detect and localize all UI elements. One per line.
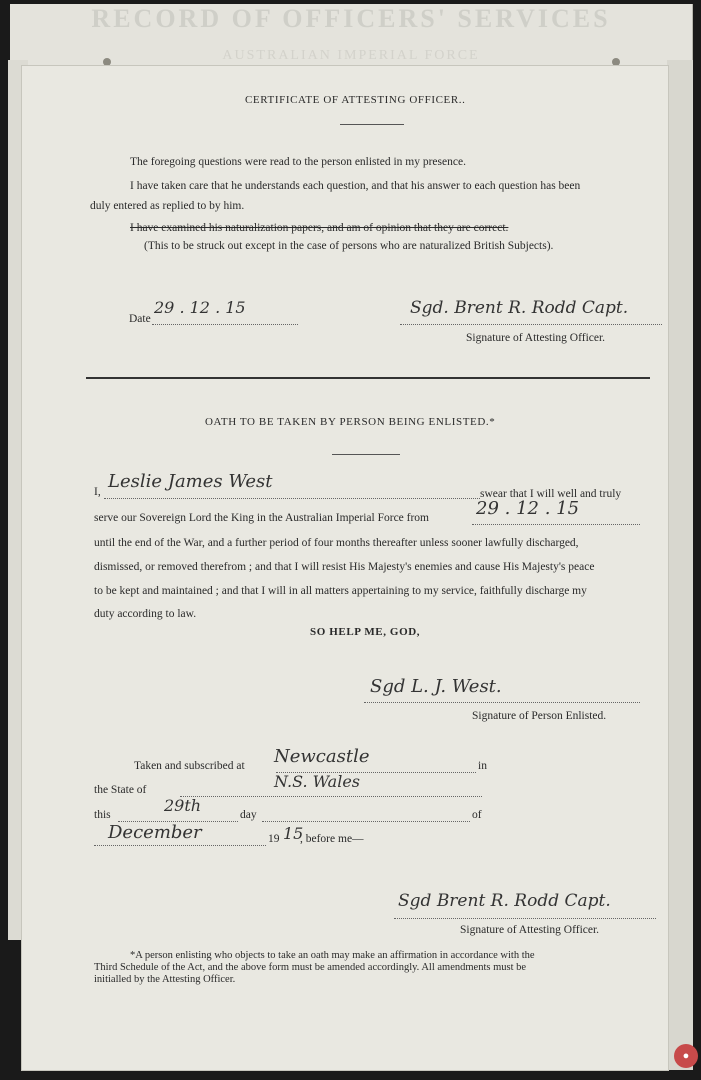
before-me-label: , before me—: [300, 833, 364, 845]
attestation-page: [22, 66, 668, 1070]
section-divider: [86, 377, 650, 379]
enlistee-signature-line: [364, 702, 640, 703]
this-label: this: [94, 809, 111, 821]
archive-stamp-icon: ●: [674, 1044, 698, 1068]
enlistee-name-handwritten: Leslie James West: [108, 471, 273, 492]
certificate-signature-line: [400, 324, 662, 325]
oath-line-2: serve our Sovereign Lord the King in the Australian Imperial Force from: [94, 512, 430, 524]
oath-line-4: dismissed, or removed therefrom ; and that I will resist His Majesty's enemies and cause His Majesty's peace: [94, 561, 595, 573]
footnote-line-2: Third Schedule of the Act, and the above form must be amended accordingly. All amendments must be: [94, 962, 527, 973]
state-label: the State of: [94, 784, 147, 796]
oath-heading-divider: [332, 454, 400, 455]
state-dotted-line: [180, 796, 482, 797]
sheet-right-edge: [667, 60, 693, 1070]
footnote-line-3: initialled by the Attesting Officer.: [94, 974, 236, 985]
taken-subscribed-label: Taken and subscribed at: [134, 760, 245, 772]
oath-line-6: duty according to law.: [94, 608, 197, 620]
name-dotted-line: [104, 498, 480, 499]
oath-line-1-end: swear that I will well and truly: [480, 488, 622, 500]
enlistee-signature: Sgd L. J. West.: [370, 676, 502, 697]
in-label: in: [478, 760, 487, 772]
date-dotted-line: [152, 324, 298, 325]
enlistee-signature-label: Signature of Person Enlisted.: [472, 710, 607, 722]
background-record-sheet: [10, 4, 693, 74]
certificate-signature: Sgd. Brent R. Rodd Capt.: [410, 298, 629, 318]
officer-signature: Sgd Brent R. Rodd Capt.: [398, 891, 611, 911]
day-label: day: [240, 809, 257, 821]
certificate-line-2a: I have taken care that he understands each question, and that his answer to each question has been: [130, 180, 581, 192]
date-handwritten: 29 . 12 . 15: [154, 298, 246, 317]
year-handwritten: 15: [283, 824, 304, 843]
place-handwritten: Newcastle: [274, 746, 370, 767]
background-sheet-title: RECORD OF OFFICERS' SERVICES: [91, 4, 611, 33]
of-label: of: [472, 809, 482, 821]
certificate-signature-label: Signature of Attesting Officer.: [466, 332, 606, 344]
officer-signature-line: [394, 918, 656, 919]
pin-hole-icon: [103, 58, 111, 66]
oath-line-5: to be kept and maintained ; and that I will in all matters appertaining to my service, faithfully discharge my: [94, 585, 587, 597]
month-dotted-line: [94, 845, 266, 846]
officer-signature-label: Signature of Attesting Officer.: [460, 924, 600, 936]
struck-naturalization-line: I have examined his naturalization papers, and am of opinion that they are correct.: [130, 222, 509, 234]
day-handwritten: 29th: [164, 796, 202, 815]
certificate-heading: CERTIFICATE OF ATTESTING OFFICER..: [245, 94, 466, 106]
from-date-dotted-line: [472, 524, 640, 525]
heading-divider: [340, 124, 404, 125]
footnote-line-1: *A person enlisting who objects to take an oath may make an affirmation in accordance with the: [130, 950, 535, 961]
certificate-line-1: The foregoing questions were read to the person enlisted in my presence.: [130, 156, 466, 168]
from-date-handwritten: 29 . 12 . 15: [476, 498, 580, 519]
month-header-dotted-line: [262, 821, 470, 822]
month-handwritten: December: [108, 822, 202, 843]
certificate-line-2b: duly entered as replied to by him.: [90, 200, 245, 212]
oath-i-label: I,: [94, 486, 101, 498]
state-handwritten: N.S. Wales: [274, 772, 361, 791]
date-label: Date: [129, 313, 151, 325]
oath-line-3: until the end of the War, and a further period of four months thereafter unless sooner lawfully discharged,: [94, 537, 579, 549]
background-sheet-subtitle: AUSTRALIAN IMPERIAL FORCE: [222, 48, 480, 63]
oath-closing: SO HELP ME, GOD,: [310, 626, 421, 638]
oath-heading: OATH TO BE TAKEN BY PERSON BEING ENLISTED.*: [205, 416, 496, 428]
certificate-note: (This to be struck out except in the case of persons who are naturalized British Subjects).: [144, 240, 554, 252]
year-prefix: 19: [268, 833, 280, 845]
pin-hole-icon: [612, 58, 620, 66]
